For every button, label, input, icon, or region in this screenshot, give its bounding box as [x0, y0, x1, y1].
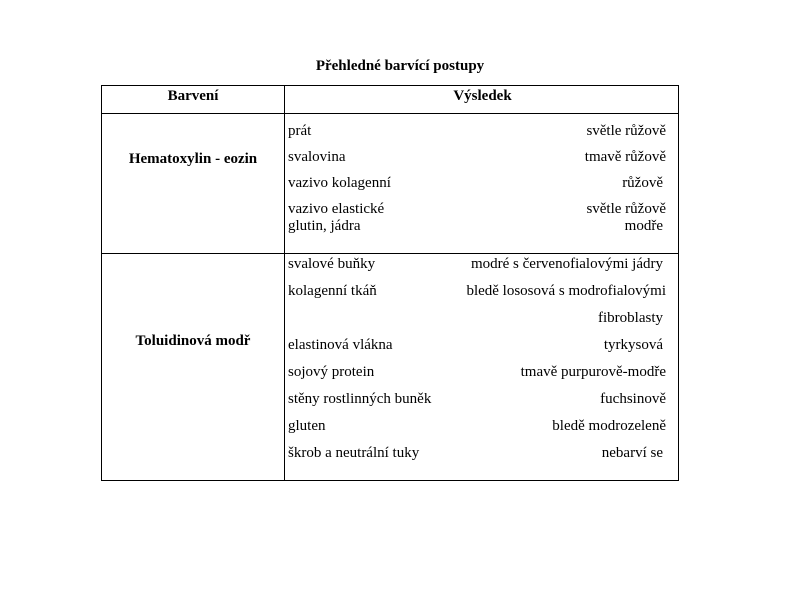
column-divider: [284, 86, 285, 480]
stain-name-toluidine: Toluidinová modř: [135, 333, 251, 349]
item-name: škrob a neutrální tuky: [288, 445, 420, 461]
item-name: sojový protein: [288, 364, 375, 380]
document-title: Přehledné barvící postupy: [315, 58, 485, 74]
header-divider: [102, 113, 678, 114]
item-name: vazivo kolagenní: [288, 175, 391, 191]
item-name: elastinová vlákna: [288, 337, 393, 353]
item-result: fuchsinově: [600, 391, 666, 407]
item-result: růžově: [622, 175, 663, 191]
item-result: tmavě růžově: [584, 149, 666, 165]
item-name: gluten: [288, 418, 326, 434]
item-result: tmavě purpurově-modře: [520, 364, 666, 380]
item-result: světle růžově: [586, 123, 666, 139]
header-staining: Barvení: [167, 88, 219, 104]
stain-name-hematoxylin: Hematoxylin - eozin: [128, 151, 258, 167]
item-name: vazivo elastické: [288, 201, 385, 217]
item-name: svalovina: [288, 149, 346, 165]
item-name: glutin, jádra: [288, 218, 361, 234]
item-result: fibroblasty: [598, 310, 663, 326]
group-divider: [102, 253, 678, 254]
item-result: bledě lososová s modrofialovými: [466, 283, 666, 299]
item-result: tyrkysová: [603, 337, 663, 353]
header-result: Výsledek: [453, 88, 512, 104]
item-name: svalové buňky: [288, 256, 376, 272]
staining-table: [101, 85, 679, 481]
item-result: bledě modrozeleně: [552, 418, 666, 434]
item-name: stěny rostlinných buněk: [288, 391, 432, 407]
item-result: světle růžově: [586, 201, 666, 217]
item-name: prát: [288, 123, 312, 139]
item-result: modře: [624, 218, 663, 234]
item-name: kolagenní tkáň: [288, 283, 377, 299]
item-result: nebarví se: [601, 445, 663, 461]
item-result: modré s červenofialovými jádry: [470, 256, 663, 272]
